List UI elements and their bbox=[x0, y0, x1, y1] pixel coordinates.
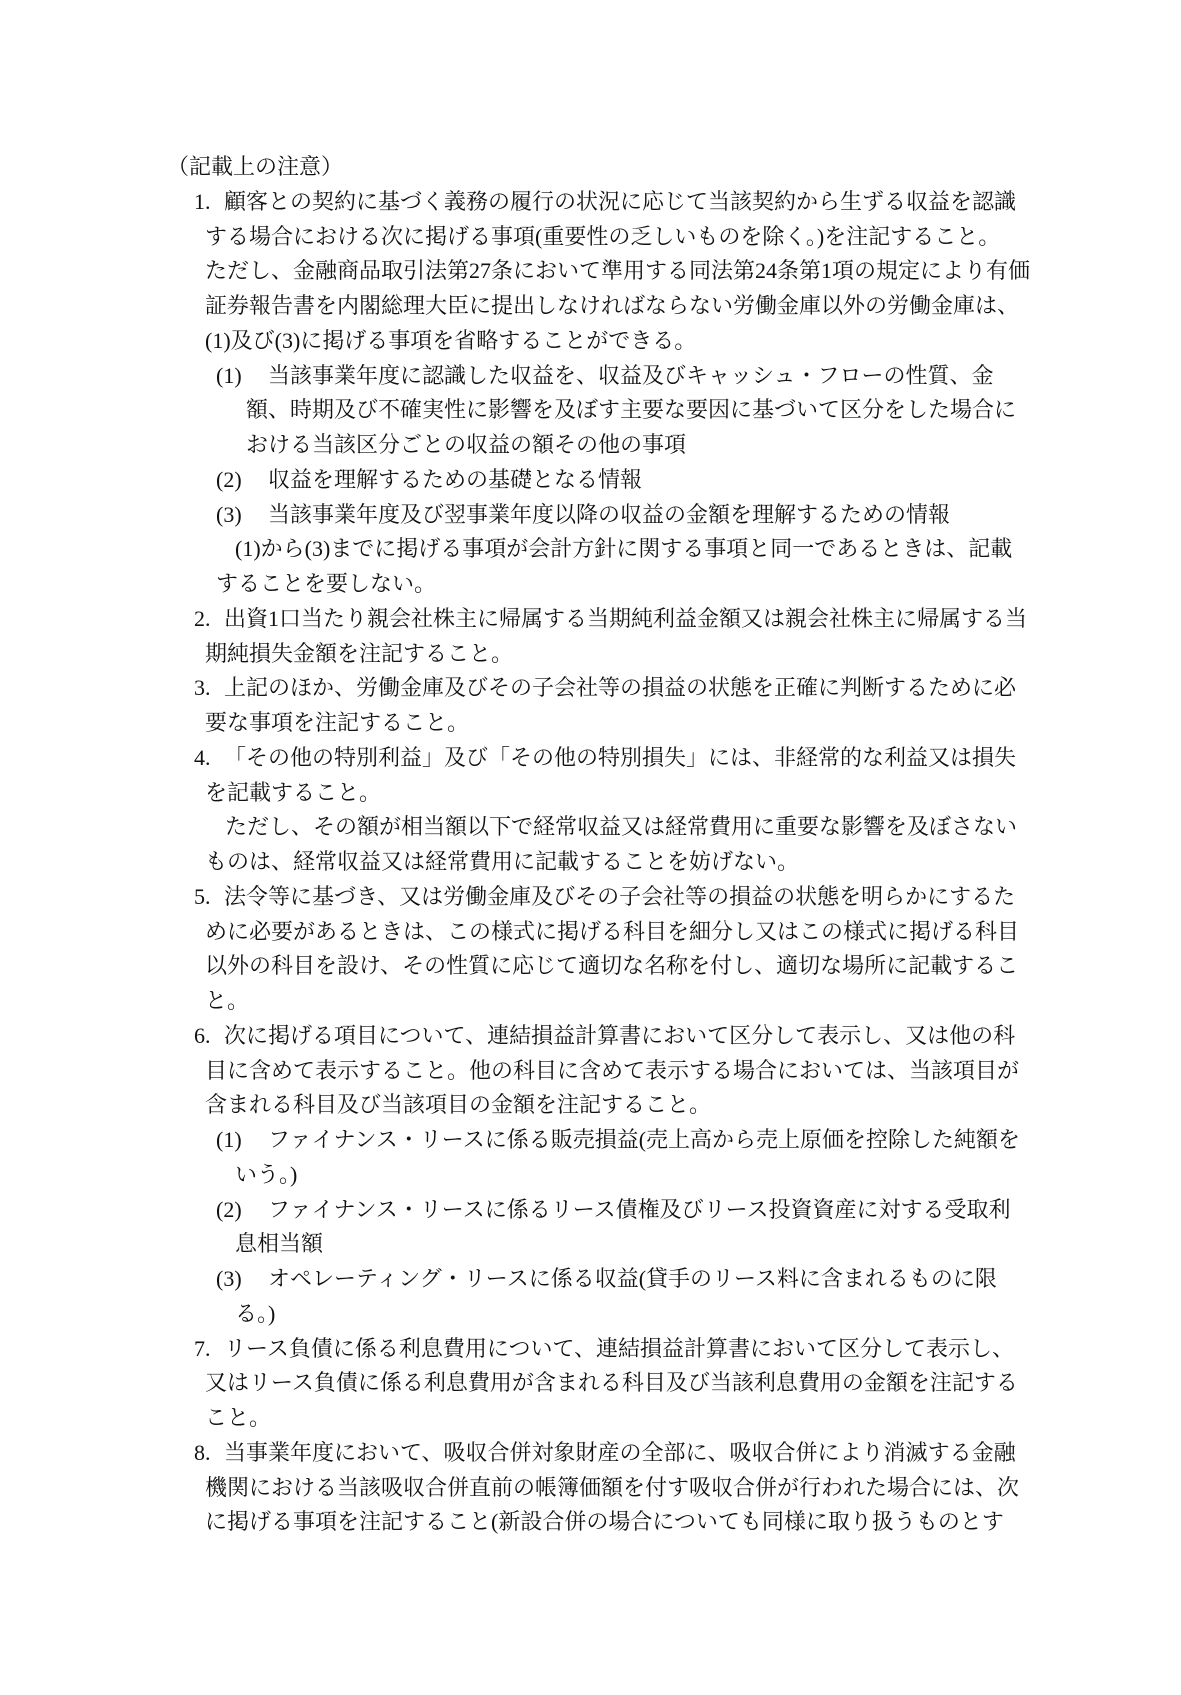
note-8 bbox=[0, 1436, 1181, 1540]
note-text: 出資1口当たり親会社株主に帰属する当期純利益金額又は親会社株主に帰属する当 bbox=[224, 605, 1028, 631]
note-text: 期純損失金額を注記すること。 bbox=[205, 640, 514, 666]
note-text: 以外の科目を設け、その性質に応じて適切な名称を付し、適切な場所に記載するこ bbox=[205, 953, 1019, 979]
note-4 bbox=[0, 741, 1181, 880]
sub-item-first-line bbox=[0, 1193, 1181, 1228]
note-first-line bbox=[0, 671, 1181, 706]
note-number: 5. bbox=[194, 883, 211, 909]
note-text: めに必要があるときは、この様式に掲げる科目を細分し又はこの様式に掲げる科目 bbox=[205, 918, 1020, 944]
sub-item-text: 額、時期及び不確実性に影響を及ぼす主要な要因に基づいて区分をした場合に bbox=[246, 397, 1017, 423]
note-text: 「その他の特別利益」及び「その他の特別損失」には、非経常的な利益又は損失 bbox=[224, 744, 1017, 770]
note-6 bbox=[0, 1019, 1181, 1332]
sub-item-first-line bbox=[0, 1262, 1181, 1297]
note-first-line bbox=[0, 1436, 1181, 1471]
sub-item-text: 収益を理解するための基礎となる情報 bbox=[268, 466, 643, 492]
note-3 bbox=[0, 671, 1181, 741]
note-number: 3. bbox=[194, 675, 211, 701]
note-number: 2. bbox=[194, 605, 211, 631]
note-closing-text: ただし、その額が相当額以下で経常収益又は経常費用に重要な影響を及ぼさない bbox=[225, 814, 1018, 840]
note-number: 7. bbox=[194, 1335, 211, 1361]
sub-item-text: ファイナンス・リースに係るリース債権及びリース投資資産に対する受取利 bbox=[268, 1196, 1011, 1222]
note-number: 6. bbox=[194, 1022, 211, 1048]
sub-item-text: 当該事業年度及び翌事業年度以降の収益の金額を理解するための情報 bbox=[268, 501, 951, 527]
note-1 bbox=[0, 185, 1181, 602]
note-text: (1)及び(3)に掲げる事項を省略することができる。 bbox=[205, 327, 697, 353]
note-text: ただし、金融商品取引法第27条において準用する同法第24条第1項の規定により有価 bbox=[205, 258, 1031, 284]
sub-item-text: オペレーティング・リースに係る収益(貸手のリース料に含まれるものに限 bbox=[268, 1266, 997, 1291]
note-first-line bbox=[0, 1019, 1181, 1054]
note-number: 1. bbox=[194, 188, 211, 214]
note-text: リース負債に係る利息費用について、連結損益計算書において区分して表示し、 bbox=[224, 1335, 1015, 1361]
sub-item-label: (3) bbox=[216, 501, 242, 527]
note-text: 当事業年度において、吸収合併対象財産の全部に、吸収合併により消滅する金融 bbox=[224, 1439, 1016, 1465]
note-text: と。 bbox=[205, 988, 250, 1013]
note-2 bbox=[0, 602, 1181, 672]
note-7 bbox=[0, 1332, 1181, 1436]
section-heading: （記載上の注意） bbox=[167, 154, 344, 179]
note-number: 8. bbox=[194, 1439, 211, 1465]
note-first-line bbox=[0, 185, 1181, 220]
note-text: 又はリース負債に係る利息費用が含まれる科目及び当該利息費用の金額を注記する bbox=[205, 1370, 1018, 1396]
sub-item-text: おける当該区分ごとの収益の額その他の事項 bbox=[246, 432, 687, 457]
note-first-line bbox=[0, 741, 1181, 776]
note-text: こと。 bbox=[205, 1405, 272, 1430]
sub-item-first-line bbox=[0, 498, 1181, 533]
note-text: 機関における当該吸収合併直前の帳簿価額を付す吸収合併が行われた場合には、次 bbox=[205, 1474, 1020, 1500]
sub-item-text: ファイナンス・リースに係る販売損益(売上高から売上原価を控除した純額を bbox=[268, 1127, 1021, 1152]
note-text: に掲げる事項を注記すること(新設合併の場合についても同様に取り扱うものとす bbox=[205, 1509, 1004, 1535]
note-text: する場合における次に掲げる事項(重要性の乏しいものを除く。)を注記すること。 bbox=[205, 223, 1001, 249]
sub-item-label: (1) bbox=[216, 362, 242, 388]
note-text: 次に掲げる項目について、連結損益計算書において区分して表示し、又は他の科 bbox=[224, 1022, 1016, 1048]
sub-item-text: 当該事業年度に認識した収益を、収益及びキャッシュ・フローの性質、金 bbox=[268, 362, 994, 388]
sub-item-text: る。) bbox=[235, 1300, 276, 1326]
note-number: 4. bbox=[194, 744, 211, 770]
note-text: 上記のほか、労働金庫及びその子会社等の損益の状態を正確に判断するために必 bbox=[224, 675, 1017, 701]
sub-item-label: (2) bbox=[216, 1196, 242, 1222]
note-text: 顧客との契約に基づく義務の履行の状況に応じて当該契約から生ずる収益を認識 bbox=[224, 188, 1017, 214]
sub-item-first-line bbox=[0, 463, 1181, 498]
note-5 bbox=[0, 880, 1181, 1019]
note-text: を記載すること。 bbox=[205, 779, 382, 805]
sub-item-label: (1) bbox=[216, 1127, 242, 1152]
note-text: 法令等に基づき、又は労働金庫及びその子会社等の損益の状態を明らかにするた bbox=[224, 883, 1016, 909]
note-text: 要な事項を注記すること。 bbox=[205, 710, 470, 735]
sub-item-text: 息相当額 bbox=[235, 1231, 324, 1257]
note-closing-text: (1)から(3)までに掲げる事項が会計方針に関する事項と同一であるときは、記載 bbox=[235, 536, 1013, 562]
sub-item-first-line bbox=[0, 359, 1181, 394]
sub-item-text: いう。) bbox=[235, 1161, 298, 1187]
notes-section bbox=[0, 150, 1181, 1540]
note-closing-text: ものは、経常収益又は経常費用に記載することを妨げない。 bbox=[205, 849, 800, 874]
note-text: 証券報告書を内閣総理大臣に提出しなければならない労働金庫以外の労働金庫は、 bbox=[205, 293, 1020, 318]
note-first-line bbox=[0, 880, 1181, 915]
note-text: 目に含めて表示すること。他の科目に含めて表示する場合においては、当該項目が bbox=[205, 1057, 1020, 1083]
note-closing-text: することを要しない。 bbox=[216, 571, 437, 596]
note-first-line bbox=[0, 1332, 1181, 1367]
sub-item-label: (3) bbox=[216, 1266, 242, 1291]
note-text: 含まれる科目及び当該項目の金額を注記すること。 bbox=[205, 1092, 712, 1118]
note-first-line bbox=[0, 602, 1181, 637]
sub-item-first-line bbox=[0, 1123, 1181, 1158]
sub-item-label: (2) bbox=[216, 466, 242, 492]
